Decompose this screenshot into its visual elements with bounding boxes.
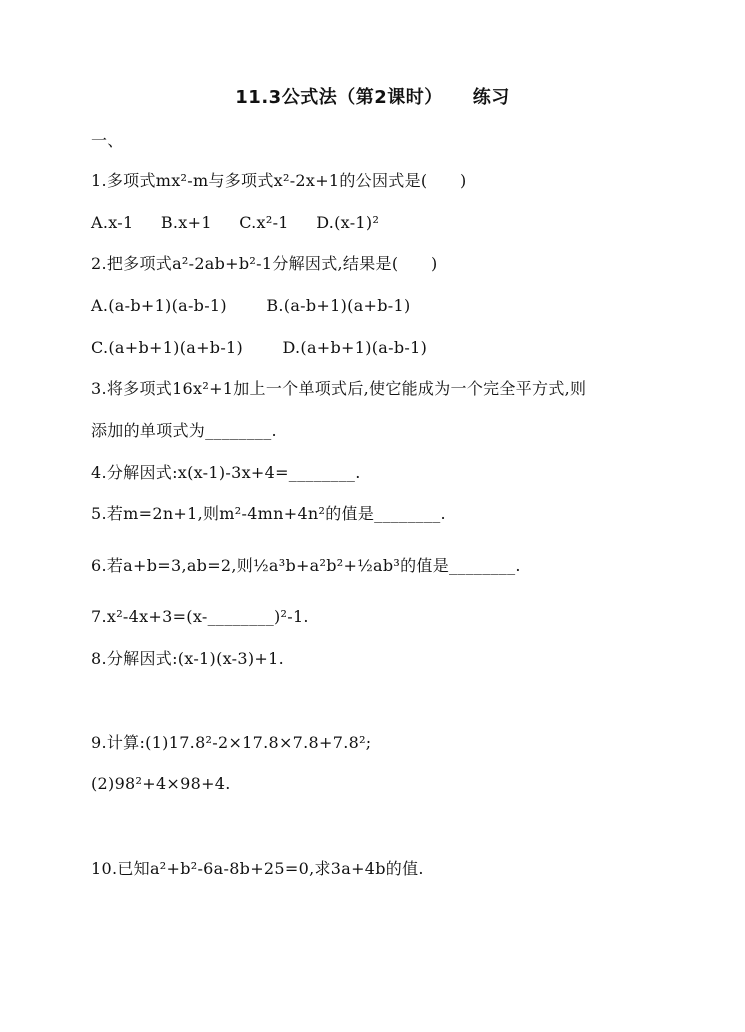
question-6: 6.若a+b=3,ab=2,则½a³b+a²b²+½ab³的值是________. xyxy=(91,556,521,575)
question-8: 8.分解因式:(x-1)(x-3)+1. xyxy=(91,649,284,668)
q2-option-a: A.(a-b+1)(a-b-1) xyxy=(91,296,227,315)
page-title xyxy=(0,86,745,110)
q1-option-b: B.x+1 xyxy=(160,213,212,232)
title-main: 11.3公式法（第2课时） xyxy=(235,87,443,108)
question-9-line1: 9.计算:(1)17.8²-2×17.8×7.8+7.8²; xyxy=(91,733,372,752)
question-5: 5.若m=2n+1,则m²-4mn+4n²的值是________. xyxy=(91,504,446,523)
question-7: 7.x²-4x+3=(x-________)²-1. xyxy=(91,607,309,626)
question-4: 4.分解因式:x(x-1)-3x+4=________. xyxy=(91,463,361,482)
q2-option-b: B.(a-b+1)(a+b-1) xyxy=(266,296,411,315)
q1-option-c: C.x²-1 xyxy=(239,213,289,232)
question-1-options xyxy=(91,213,379,233)
title-suffix: 练习 xyxy=(472,87,510,108)
q1-option-d: D.(x-1)² xyxy=(316,213,380,232)
q2-option-c: C.(a+b+1)(a+b-1) xyxy=(91,338,244,357)
question-2-options-row2 xyxy=(91,338,427,358)
question-2-stem: 2.把多项式a²-2ab+b²-1分解因式,结果是( ) xyxy=(91,254,438,273)
q2-option-d: D.(a+b+1)(a-b-1) xyxy=(282,338,428,357)
question-3-line2: 添加的单项式为________. xyxy=(91,421,277,440)
q1-option-a: A.x-1 xyxy=(91,213,134,232)
question-10: 10.已知a²+b²-6a-8b+25=0,求3a+4b的值. xyxy=(91,859,424,878)
question-9-line2: (2)98²+4×98+4. xyxy=(91,774,231,793)
question-1-stem: 1.多项式mx²-m与多项式x²-2x+1的公因式是( ) xyxy=(91,171,467,190)
section-label: 一、 xyxy=(91,131,124,150)
question-2-options-row1 xyxy=(91,296,411,316)
question-3-line1: 3.将多项式16x²+1加上一个单项式后,使它能成为一个完全平方式,则 xyxy=(91,379,587,398)
